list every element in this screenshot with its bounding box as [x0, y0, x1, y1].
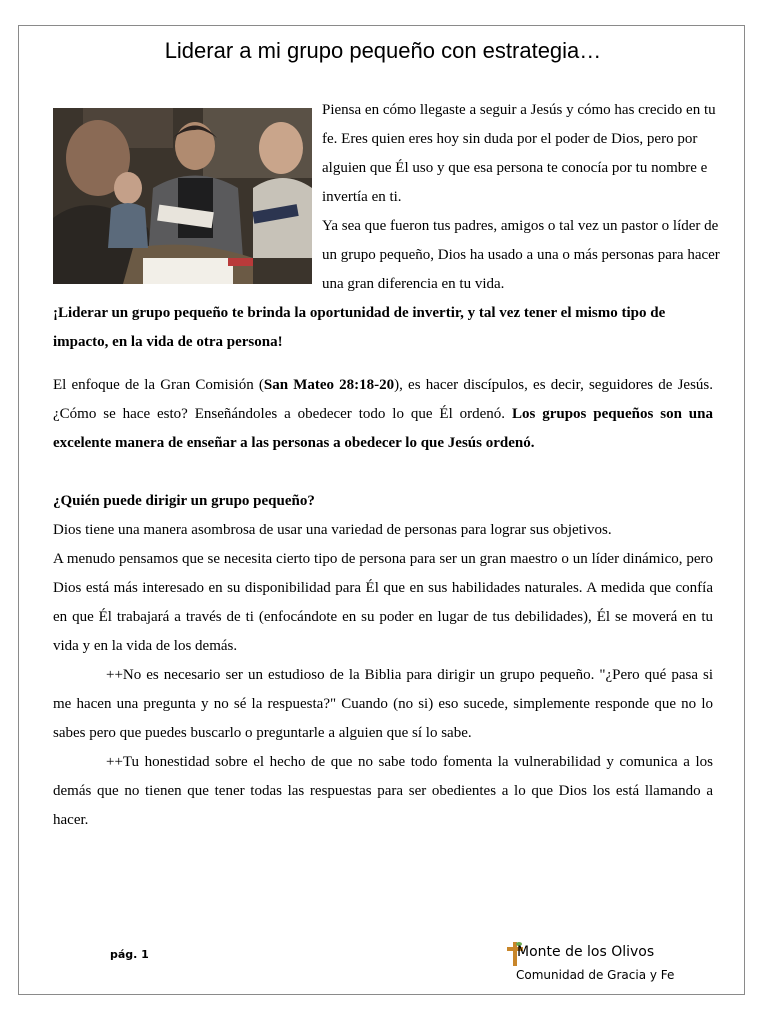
commission-body: ), es hacer discípulos, es decir, seguidores de Jesús. ¿Cómo se hace esto? Enseñándoles a obedecer todo lo que Él ordenó.	[53, 377, 713, 422]
intro-section	[322, 96, 722, 299]
section-heading	[53, 487, 713, 516]
highlight-text: ¡Liderar un grupo pequeño te brinda la oportunidad de invertir, y tal vez tener el mismo tipo de impacto, en la vida de otra persona!	[53, 305, 666, 350]
intro-paragraph: Piensa en cómo llegaste a seguir a Jesús y cómo has crecido en tu fe. Eres quien eres hoy sin duda por el poder de Dios, pero por alguien que Él uso y que esa persona te conocía por tu nombre e invertía en ti.	[322, 102, 716, 205]
commission-conclusion: Los grupos pequeños son una excelente manera de enseñar a las personas a obedecer lo que Jesús ordenó.	[53, 406, 713, 451]
great-commission-paragraph	[53, 371, 713, 458]
who-paragraph-3: ++No es necesario ser un estudioso de la Biblia para dirigir un grupo pequeño. "¿Pero qué pasa si me hacen una pregunta y no sé la respuesta?" Cuando (no si) eso sucede, simplemente responde que no lo sabes pero que puedes buscarlo o preguntarle a alguien que sí lo sabe.	[53, 667, 713, 741]
who-paragraph-1: Dios tiene una manera asombrosa de usar una variedad de personas para lograr sus objetivos.	[53, 522, 612, 538]
page-number: pág. 1	[110, 948, 149, 961]
group-bible-study-photo	[53, 108, 312, 284]
who-paragraph-4: ++Tu honestidad sobre el hecho de que no sabe todo fomenta la vulnerabilidad y comunica a los demás que no tienen que tener todas las respuestas para ser obedientes a lo que Dios los está llamando a hacer.	[53, 754, 713, 828]
church-name: Monte de los Olivos	[517, 944, 655, 960]
page-title: Liderar a mi grupo pequeño con estrategia…	[164, 38, 602, 63]
who-heading: ¿Quién puede dirigir un grupo pequeño?	[53, 493, 315, 509]
photo-illustration	[53, 108, 312, 284]
highlight-statement	[53, 299, 713, 357]
commission-intro: El enfoque de la Gran Comisión (	[53, 377, 264, 393]
who-paragraph-2: A menudo pensamos que se necesita cierto tipo de persona para ser un gran maestro o un líder dinámico, pero Dios está más interesado en su disponibilidad para Él que en sus habilidades naturales. A medida que confía en que Él trabajará a través de ti (enfocándote en su poder en lugar de tus debilidades), Él se moverá en tu vida y en la vida de los demás.	[53, 551, 713, 654]
scripture-reference: San Mateo 28:18-20	[263, 377, 395, 393]
church-tagline: Comunidad de Gracia y Fe	[516, 968, 675, 982]
main-content	[53, 299, 713, 835]
intro-paragraph: Ya sea que fueron tus padres, amigos o tal vez un pastor o líder de un grupo pequeño, Dios ha usado a una o más personas para hacer una gran diferencia en tu vida.	[322, 218, 720, 292]
